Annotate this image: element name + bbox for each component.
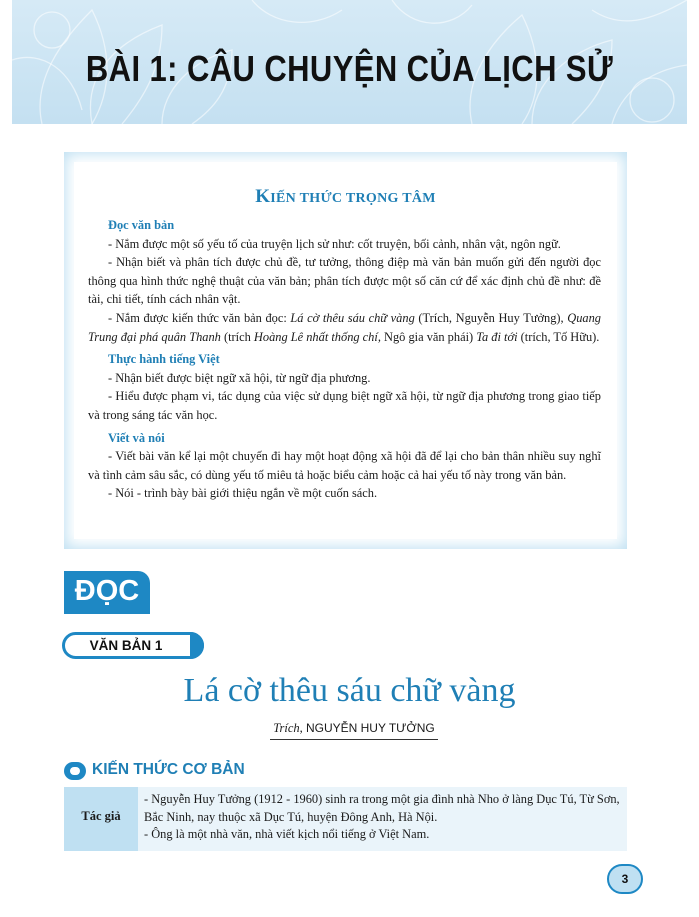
reading-point-3-g: Ngô gia văn phái) [380,329,477,344]
reading-point-3-a: - Nắm được kiến thức văn bản đọc: [108,310,291,325]
text-title: Lá cờ thêu sáu chữ vàng [183,672,516,709]
practice-point-2: - Hiểu được phạm vi, tác dụng của việc sử dụng biệt ngữ xã hội, từ ngữ địa phương trong giao tiếp và trong sáng tác văn học. [88,389,601,422]
text-number-badge [62,632,204,659]
header-banner [12,0,687,124]
section-divider [64,611,150,614]
page-number-badge [607,864,643,894]
reading-point-1: - Nắm được một số yếu tố của truyện lịch sử như: cốt truyện, bối cảnh, nhân vật, ngôn ngữ. [108,236,561,251]
reading-point-3-b: Lá cờ thêu sáu chữ vàng [290,310,415,325]
author-info-table [64,787,627,851]
writing-point-2: - Nói - trình bày bài giới thiệu ngắn về một cuốn sách. [108,486,378,501]
author-label-cell [64,787,138,851]
text-source [270,721,438,740]
writing-point-1: - Viết bài văn kể lại một chuyến đi hay một hoạt động xã hội đã để lại cho bản thân nhiều suy nghĩ và tình cảm sâu sắc, có dùng yếu tố miêu tả hoặc biểu cảm hoặc cả hai yếu tố này trong văn bản. [88,449,601,482]
author-info-line-1: - Nguyễn Huy Tưởng (1912 - 1960) sinh ra trong một gia đình nhà Nho ở làng Dục Tú, Từ Sơn, Bắc Ninh, nay thuộc xã Dục Tú, huyện Đông Anh, Hà Nội. [144,792,620,824]
practice-heading: Thực hành tiếng Việt [108,352,220,367]
key-knowledge-title-rest: IẾN THỨC TRỌNG TÂM [270,191,436,206]
source-prefix: Trích, [273,721,303,735]
basic-knowledge-label: KIẾN THỨC CƠ BẢN [92,761,245,778]
key-knowledge-title [74,186,617,208]
key-knowledge-title-cap: K [255,186,271,207]
reading-point-3 [88,309,601,346]
lesson-title: BÀI 1: CÂU CHUYỆN CỦA LỊCH SỬ [85,48,614,89]
author-label: Tác giả [81,809,121,823]
practice-point-1: - Nhận biết được biệt ngữ xã hội, từ ngữ địa phương. [108,370,371,385]
writing-heading: Viết và nói [108,430,165,445]
reading-section-tab [64,571,150,613]
reading-point-2: - Nhận biết và phân tích được chủ đề, tư tưởng, thông điệp mà văn bản muốn gửi đến người đọc thông qua hình thức nghệ thuật của văn bản; phân tích được một số căn cứ để xác định chủ đề như: đề tài, chi tiết, tính cách nhân vật. [88,255,601,307]
author-info-line-2: - Ông là một nhà văn, nhà viết kịch nổi tiếng ở Việt Nam. [144,827,430,841]
source-author: NGUYỄN HUY TƯỞNG [305,721,435,735]
reading-section-label: ĐỌC [74,575,140,607]
key-knowledge-box [64,152,627,549]
cloud-bullet-icon [64,762,86,780]
reading-point-3-c: (Trích, Nguyễn Huy Tưởng), [414,310,568,325]
reading-heading: Đọc văn bản [108,218,175,232]
reading-point-3-f: Hoàng Lê nhất thống chí, [253,329,381,344]
reading-point-3-d: Quang Trung đại phá quân Thanh [88,310,601,344]
reading-point-3-h: Ta đi tới [476,329,518,344]
text-number-label: VĂN BẢN 1 [89,638,163,653]
key-knowledge-panel [74,162,617,539]
page-number: 3 [621,872,629,886]
key-knowledge-content [88,212,601,503]
reading-point-3-e: (trích [220,329,254,344]
author-info-cell [138,787,627,851]
reading-point-3-i: (trích, Tố Hữu). [517,329,600,344]
